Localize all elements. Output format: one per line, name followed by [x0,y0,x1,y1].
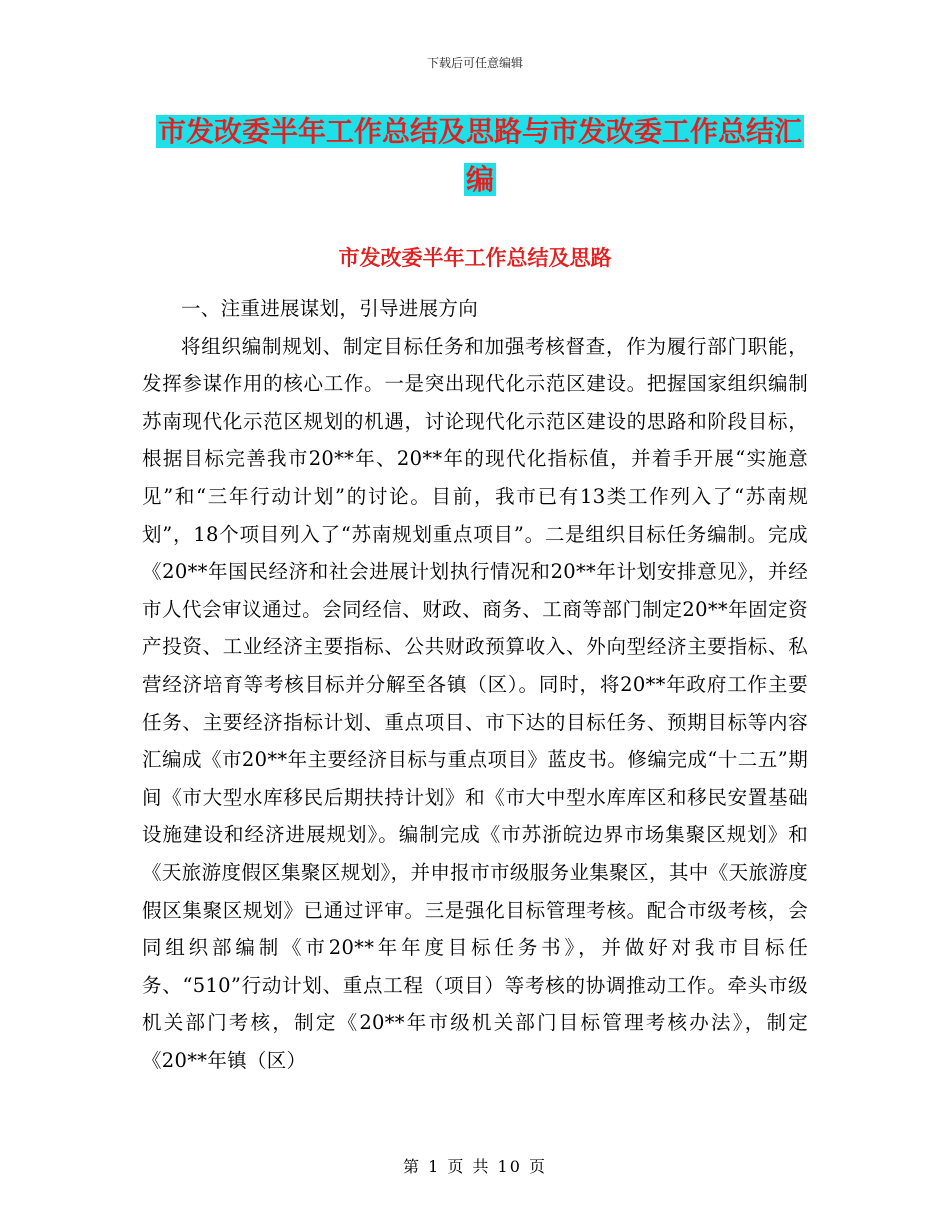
document-title [140,108,820,204]
header-note: 下载后可任意编辑 [426,56,523,70]
subheading: 一、注重进展谋划，引导进展方向 [181,297,479,320]
title-line-1: 市发改委半年工作总结及思路与市发改委工作总结汇 [157,115,802,148]
body-paragraph: 将组织编制规划、制定目标任务和加强考核督查，作为履行部门职能，发挥参谋作用的核心工作。一是突出现代化示范区建设。把握国家组织编制苏南现代化示范区规划的机遇，讨论现代化示范区建设的思路和阶段目标，根据目标完善我市20**年、20**年的现代化指标值，并着手开展“实施意见”和“三年行动计划”的讨论。目前，我市已有13类工作列入了“苏南规划”，18个项目列入了“苏南规划重点项目”。二是组织目标任务编制。完成《20**年国民经济和社会进展计划执行情况和20**年计划安排意见》，并经市人代会审议通过。会同经信、财政、商务、工商等部门制定20**年固定资产投资、工业经济主要指标、公共财政预算收入、外向型经济主要指标、私营经济培育等考核目标并分解至各镇（区）。同时，将20**年政府工作主要任务、主要经济指标计划、重点项目、市下达的目标任务、预期目标等内容汇编成《市20**年主要经济目标与重点项目》蓝皮书。修编完成“十二五”期间《市大型水库移民后期扶持计划》和《市大中型水库库区和移民安置基础设施建设和经济进展规划》。编制完成《市苏浙皖边界市场集聚区规划》和《天旅游度假区集聚区规划》，并申报市市级服务业集聚区，其中《天旅游度假区集聚区规划》已通过评审。三是强化目标管理考核。配合市级考核，会同组织部编制《市20**年年度目标任务书》，并做好对我市目标任务、“510”行动计划、重点工程（项目）等考核的协调推动工作。牵头市级机关部门考核，制定《20**年市级机关部门目标管理考核办法》，制定《20**年镇（区） [142,334,808,1072]
body-text [142,290,808,1079]
section-heading: 市发改委半年工作总结及思路 [338,246,612,270]
title-line-2: 编 [465,163,494,196]
page-number: 第 1 页 共 10 页 [403,1157,547,1176]
